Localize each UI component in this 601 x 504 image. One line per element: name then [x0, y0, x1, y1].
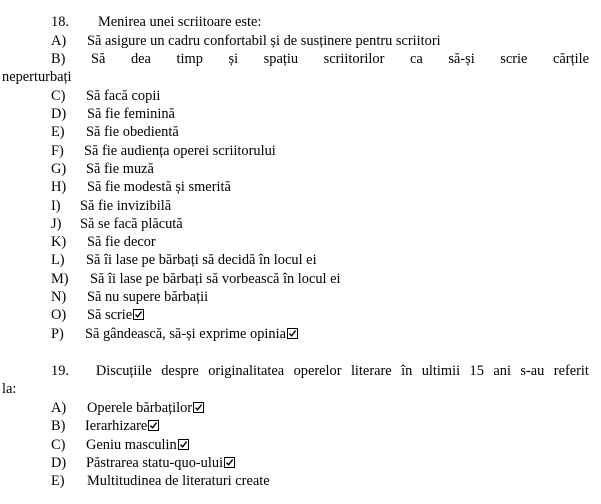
option-text: Ierarhizare: [85, 418, 148, 434]
option-text: Să nu supere bărbații: [87, 289, 209, 305]
option-letter: E): [51, 473, 65, 489]
option-text: Să fie audiența operei scriitorului: [84, 143, 276, 159]
question-word: în: [401, 363, 413, 379]
option-word: și: [228, 51, 239, 67]
option-text: Să fie muză: [86, 161, 154, 177]
question-19-line: [51, 363, 589, 380]
option-text: Să gândească, să-și exprime opinia: [85, 326, 286, 342]
option-text: Să fie feminină: [87, 106, 175, 122]
option-a: [87, 400, 204, 417]
option-letter: I): [51, 198, 61, 214]
option-text: Să facă copii: [86, 88, 161, 104]
option-letter: F): [51, 143, 64, 159]
question-number: 18.: [51, 14, 69, 30]
option-text: Operele bărbaților: [87, 400, 193, 416]
option-letter: M): [51, 271, 69, 287]
question-word: referit: [553, 363, 589, 379]
option-letter: G): [51, 161, 67, 177]
option-text: Să fie decor: [87, 234, 156, 250]
option-word: scrie: [500, 51, 528, 67]
checkbox-checked-icon: [224, 457, 235, 468]
option-text: Să îi lase pe bărbați să decidă în locul ei: [86, 252, 317, 268]
option-word: ca: [409, 51, 423, 67]
option-letter: L): [51, 252, 65, 268]
question-word: originalitatea: [208, 363, 285, 379]
option-letter: B): [51, 51, 66, 67]
option-letter: K): [51, 234, 67, 250]
option-word: dea: [130, 51, 151, 67]
checkbox-checked-icon: [287, 328, 298, 339]
option-word: spațiu: [263, 51, 299, 67]
option-text: Să fie modestă și smerită: [87, 179, 231, 195]
option-letter: E): [51, 124, 65, 140]
option-letter: D): [51, 455, 67, 471]
checkbox-checked-icon: [193, 402, 204, 413]
question-text: Menirea unei scriitoare este:: [98, 14, 262, 30]
question-word: literare: [350, 363, 392, 379]
question-word: 15: [469, 363, 484, 379]
option-letter: J): [51, 216, 62, 232]
option-letter: C): [51, 88, 66, 104]
option-text: Să îi lase pe bărbați să vorbească în locul ei: [90, 271, 341, 287]
option-b-line: [51, 51, 589, 68]
option-text: Să se facă plăcută: [80, 216, 183, 232]
checkbox-checked-icon: [178, 439, 189, 450]
option-text: Să fie obedientă: [86, 124, 179, 140]
option-word: cărțile: [553, 51, 589, 67]
option-letter: D): [51, 106, 67, 122]
option-letter: A): [51, 400, 67, 416]
checkbox-checked-icon: [148, 420, 159, 431]
option-letter: H): [51, 179, 67, 195]
option-text: Să fie invizibilă: [80, 198, 172, 214]
option-text: Multitudinea de literaturi create: [87, 473, 270, 489]
option-p: [85, 326, 298, 343]
option-word: Să: [90, 51, 106, 67]
question-word: Discuțiile: [95, 363, 152, 379]
option-d: [86, 455, 235, 472]
option-letter: O): [51, 307, 67, 323]
option-letter: P): [51, 326, 64, 342]
question-word: ultimii: [421, 363, 461, 379]
option-text: Să scrie: [87, 307, 133, 323]
option-word: scriitorilor: [323, 51, 385, 67]
option-letter: N): [51, 289, 67, 305]
option-text: Păstrarea statu-quo-ului: [86, 455, 224, 471]
option-letter: B): [51, 418, 66, 434]
question-number: 19.: [51, 363, 69, 379]
option-text-continuation: neperturbați: [2, 69, 72, 85]
option-o: [87, 307, 144, 324]
option-letter: A): [51, 33, 67, 49]
question-word: despre: [161, 363, 199, 379]
question-word: operelor: [293, 363, 342, 379]
question-text-continuation: la:: [2, 381, 17, 397]
question-word: ani: [493, 363, 511, 379]
question-word: s-au: [520, 363, 545, 379]
option-text: Să asigure un cadru confortabil și de susținere pentru scriitori: [87, 33, 441, 49]
option-word: să-și: [448, 51, 475, 67]
option-word: timp: [176, 51, 203, 67]
option-letter: C): [51, 437, 66, 453]
option-b: [85, 418, 159, 435]
option-text: Geniu masculin: [86, 437, 177, 453]
option-c: [86, 437, 189, 454]
checkbox-checked-icon: [133, 309, 144, 320]
